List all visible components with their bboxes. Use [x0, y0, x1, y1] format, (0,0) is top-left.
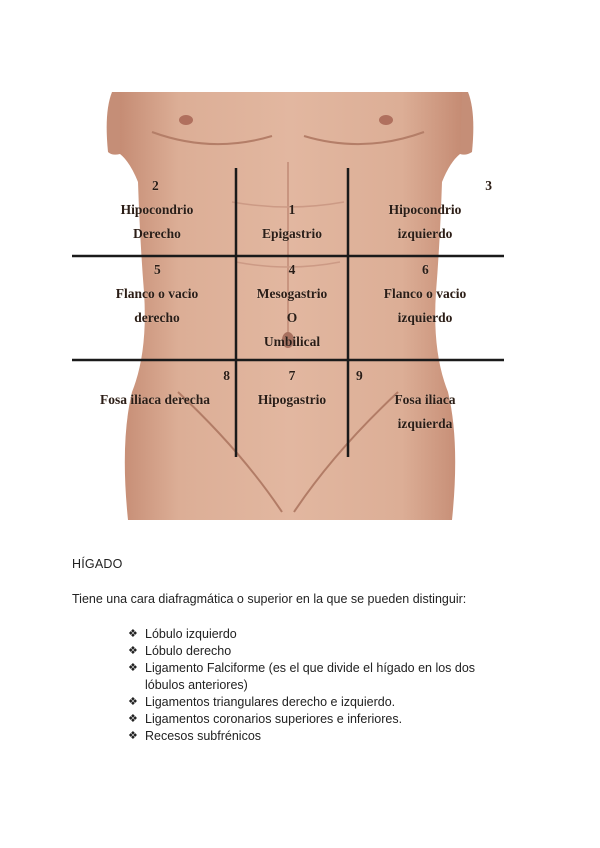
region-3-left-hypochondrium: [350, 174, 500, 246]
diamond-bullet-icon: ❖: [128, 628, 138, 640]
list-item: ❖ Ligamentos triangulares derecho e izquierdo.: [128, 695, 396, 709]
bullet-list: [128, 626, 505, 745]
diamond-bullet-icon: ❖: [128, 730, 138, 742]
list-item: ❖ Lóbulo izquierdo: [128, 627, 237, 641]
region-4-umbilical: [236, 258, 348, 354]
region-name: Epigastrio: [261, 226, 322, 241]
region-8-right-iliac-fossa: [76, 364, 234, 412]
region-number: 7: [288, 368, 296, 383]
diamond-bullet-icon: ❖: [128, 696, 138, 708]
abdominal-regions-figure: [72, 92, 504, 522]
region-number: 9: [356, 368, 363, 383]
region-name: Hipocondrio Derecho: [120, 202, 194, 241]
region-5-right-flank: [82, 258, 232, 330]
diamond-bullet-icon: ❖: [128, 713, 138, 725]
region-number: 8: [223, 368, 230, 383]
list-item: ❖ Ligamentos coronarios superiores e inferiores.: [128, 712, 403, 726]
region-1-epigastrium: [236, 198, 348, 246]
region-7-hypogastrium: [236, 364, 348, 412]
list-item: ❖ Ligamento Falciforme (es el que divide el hígado en los dos lóbulos anteriores): [128, 661, 476, 692]
region-name: Flanco o vacio izquierdo: [383, 286, 467, 325]
region-6-left-flank: [350, 258, 500, 330]
list-item: ❖ Lóbulo derecho: [128, 644, 232, 658]
list-item: ❖ Recesos subfrénicos: [128, 729, 262, 743]
intro-paragraph: Tiene una cara diafragmática o superior en la que se pueden distinguir:: [72, 592, 467, 606]
region-number: 5: [154, 262, 161, 277]
region-2-right-hypochondrium: [82, 174, 232, 246]
region-name: Mesogastrio O Umbilical: [256, 286, 328, 349]
region-name: Flanco o vacio derecho: [115, 286, 199, 325]
region-number: 6: [422, 262, 429, 277]
region-9-left-iliac-fossa: [350, 364, 500, 436]
region-name: Fosa iliaca izquierda: [394, 392, 456, 431]
region-number: 3: [485, 178, 492, 193]
region-number: 1: [288, 202, 296, 217]
region-name: Hipocondrio izquierdo: [388, 202, 462, 241]
region-number: 4: [288, 262, 296, 277]
region-name: Hipogastrio: [257, 392, 327, 407]
section-title: HÍGADO: [72, 557, 123, 571]
region-name: Fosa iliaca derecha: [100, 392, 210, 407]
region-number: 2: [152, 178, 159, 193]
diamond-bullet-icon: ❖: [128, 645, 138, 657]
diamond-bullet-icon: ❖: [128, 662, 138, 674]
